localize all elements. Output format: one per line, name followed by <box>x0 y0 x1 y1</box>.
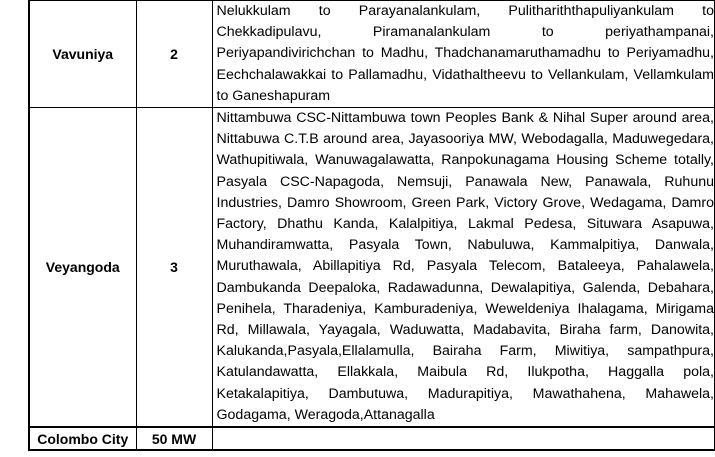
areas-cell <box>212 427 715 450</box>
district-cell: Veyangoda <box>29 108 136 428</box>
areas-text: Nittambuwa CSC-Nittambuwa town Peoples Bank & Nihal Super around area, Nittabuwa C.T.B around area, Jayasooriya MW, Webodagalla, Maduwegedara, Wathupitiwala, Wanuwagalawatta, Ranpokunagama Housing Scheme totally, Pasyala CSC-Napagoda, Nemsuji, Panawala New, Panawala, Ruhunu Industries, Damro Showroom, Green Park, Victory Grove, Wedagama, Damro Factory, Dhathu Kanda, Kalalpitiya, Lakmal Pedesa, Situwara Asapuwa, Muhandiramwatta, Pasyala Town, Nabuluwa, Kammalpitiya, Danwala, Muruthawala, Abillapitiya Rd, Pasyala Telecom, Bataleeya, Pahalawela, Dambukanda Deepaloka, Radawadunna, Dewalapitiya, Galenda, Debahara, Penihela, Tharadeniya, Kamburadeniya, Weweldeniya Ihalagama, Mirigama Rd, Millawala, Yayagala, Waduwatta, Madabavita, Biraha farm, Danowita, Kalukanda,Pasyala,Ellalamulla, Bairaha Farm, Miwitiya, sampathpura, Katulandawatta, Ellakkala, Maibula Rd, Ilukpotha, Haggalla pola, Ketakalapitiya, Dambutuwa, Madurapitiya, Mawathahena, Mahawela, Godagama, Weragoda,Attanagalla <box>216 110 714 423</box>
district-cell: Colombo City <box>29 427 136 450</box>
interruption-schedule-table <box>28 0 715 451</box>
areas-text: Nelukkulam to Parayanalankulam, Pulithariththapuliyankulam to Chekkadipulavu, Piramanalankulam to periyathampanai, Periyapandivirichchan to Madhu, Thadchanamaruthamadhu to Periyamadhu, Eechchalawakkai to Pallamadhu, Vidathaltheevu to Vellankulam, Vellamkulam to Ganeshapuram <box>216 3 714 104</box>
count-cell: 3 <box>136 108 212 428</box>
areas-cell <box>212 108 715 428</box>
count-cell: 50 MW <box>136 427 212 450</box>
areas-cell <box>212 1 715 108</box>
count-cell: 2 <box>136 1 212 108</box>
table-row <box>29 1 715 108</box>
table-row <box>29 427 715 450</box>
district-cell: Vavuniya <box>29 1 136 108</box>
table-row <box>29 108 715 428</box>
